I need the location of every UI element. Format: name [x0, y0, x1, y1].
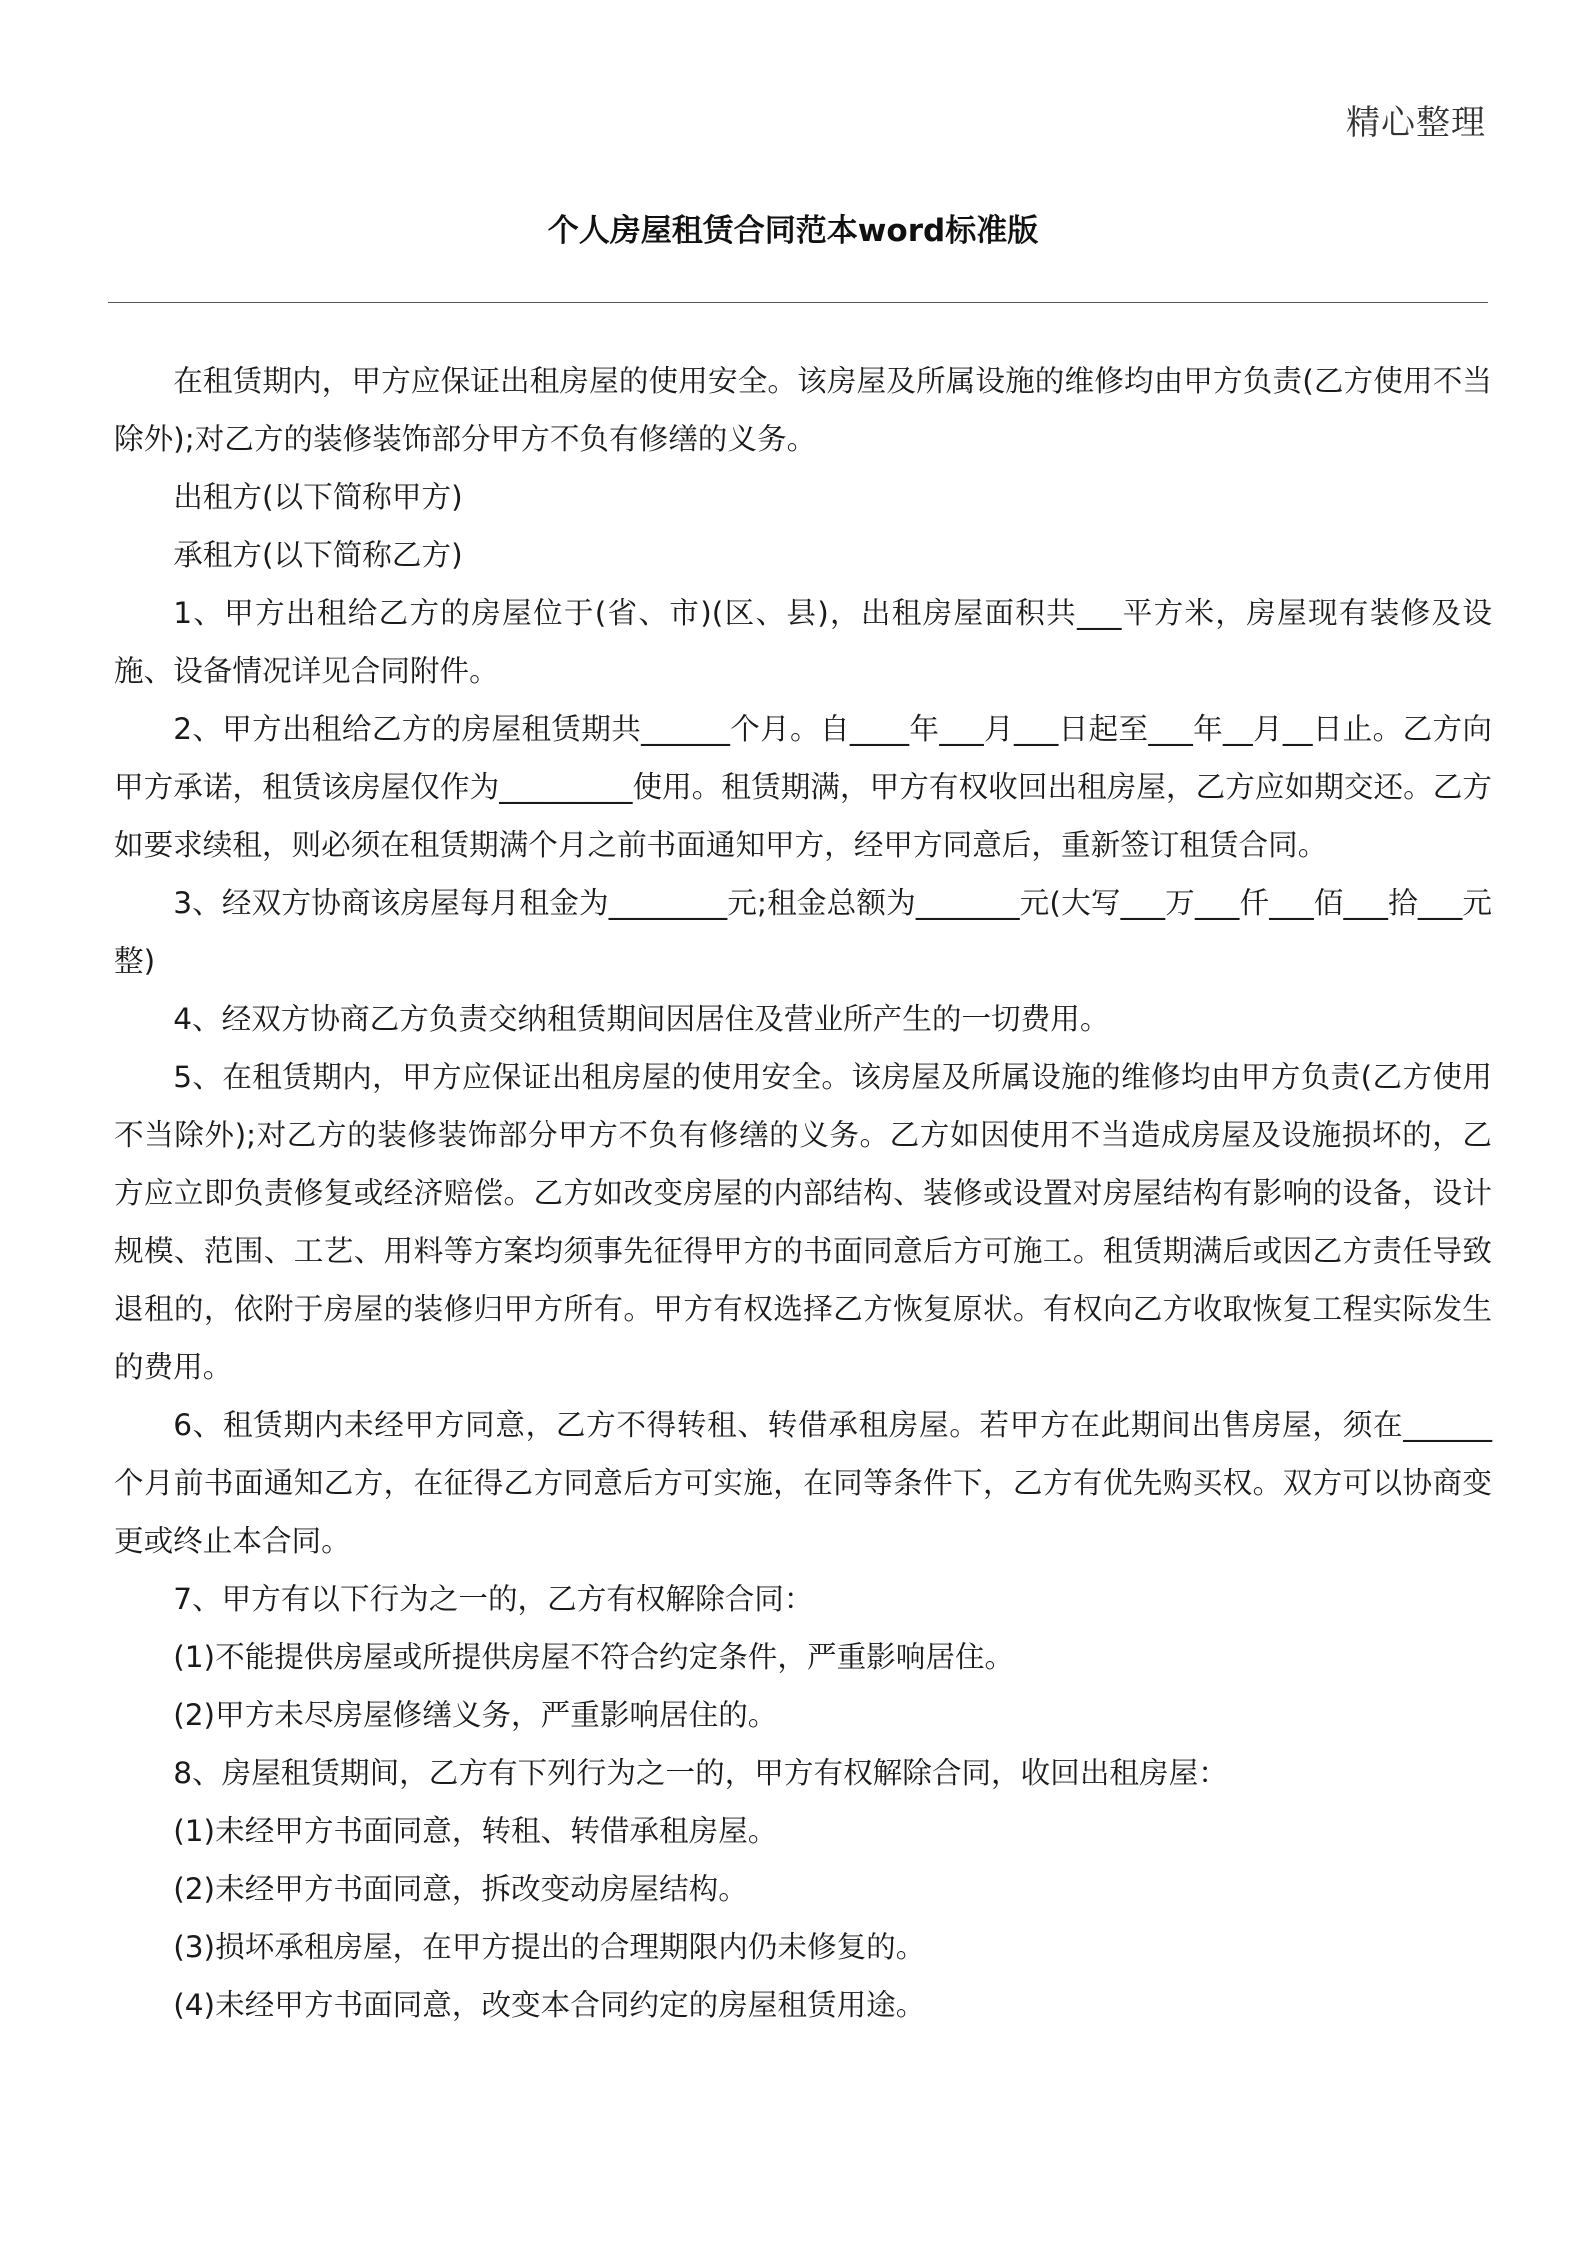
clause-7: 7、甲方有以下行为之一的，乙方有权解除合同：: [173, 1582, 814, 1616]
paragraph-intro: 在租赁期内，甲方应保证出租房屋的使用安全。该房屋及所属设施的维修均由甲方负责(乙方使用不当除外);对乙方的装修装饰部分甲方不负有修缮的义务。: [114, 364, 1492, 456]
header-watermark: 精心整理: [1346, 103, 1486, 143]
paragraph-lessee: 承租方(以下简称乙方): [173, 538, 463, 572]
clause-7-item-1: (1)不能提供房屋或所提供房屋不符合约定条件，严重影响居住。: [173, 1640, 1015, 1674]
paragraph-lessor: 出租方(以下简称甲方): [173, 480, 463, 514]
clause-6: 6、租赁期内未经甲方同意，乙方不得转租、转借承租房屋。若甲方在此期间出售房屋，须在______个月前书面通知乙方，在征得乙方同意后方可实施，在同等条件下，乙方有优先购买权。双方可以协商变更或终止本合同。: [114, 1408, 1492, 1558]
clause-8-item-3: (3)损坏承租房屋，在甲方提出的合理期限内仍未修复的。: [173, 1930, 926, 1964]
clause-2: 2、甲方出租给乙方的房屋租赁期共______个月。自____年___月___日起至___年__月__日止。乙方向甲方承诺，租赁该房屋仅作为_________使用。租赁期满，甲方有权收回出租房屋，乙方应如期交还。乙方如要求续租，则必须在租赁期满个月之前书面通知甲方，经甲方同意后，重新签订租赁合同。: [114, 712, 1492, 862]
clause-8: 8、房屋租赁期间，乙方有下列行为之一的，甲方有权解除合同，收回出租房屋：: [173, 1756, 1228, 1790]
clause-8-item-1: (1)未经甲方书面同意，转租、转借承租房屋。: [173, 1814, 778, 1848]
clause-8-item-2: (2)未经甲方书面同意，拆改变动房屋结构。: [173, 1872, 748, 1906]
document-body: [114, 352, 1492, 2034]
title-divider: [108, 302, 1488, 303]
clause-1: 1、甲方出租给乙方的房屋位于(省、市)(区、县)，出租房屋面积共___平方米，房屋现有装修及设施、设备情况详见合同附件。: [114, 596, 1492, 688]
clause-8-item-4: (4)未经甲方书面同意，改变本合同约定的房屋租赁用途。: [173, 1988, 926, 2022]
clause-5: 5、在租赁期内，甲方应保证出租房屋的使用安全。该房屋及所属设施的维修均由甲方负责(乙方使用不当除外);对乙方的装修装饰部分甲方不负有修缮的义务。乙方如因使用不当造成房屋及设施损坏的，乙方应立即负责修复或经济赔偿。乙方如改变房屋的内部结构、装修或设置对房屋结构有影响的设备，设计规模、范围、工艺、用料等方案均须事先征得甲方的书面同意后方可施工。租赁期满后或因乙方责任导致退租的，依附于房屋的装修归甲方所有。甲方有权选择乙方恢复原状。有权向乙方收取恢复工程实际发生的费用。: [114, 1060, 1492, 1384]
clause-4: 4、经双方协商乙方负责交纳租赁期间因居住及营业所产生的一切费用。: [173, 1002, 1110, 1036]
document-title: 个人房屋租赁合同范本word标准版: [547, 213, 1039, 249]
clause-3: 3、经双方协商该房屋每月租金为________元;租金总额为_______元(大写___万___仟___佰___拾___元整): [114, 886, 1492, 978]
clause-7-item-2: (2)甲方未尽房屋修缮义务，严重影响居住的。: [173, 1698, 778, 1732]
